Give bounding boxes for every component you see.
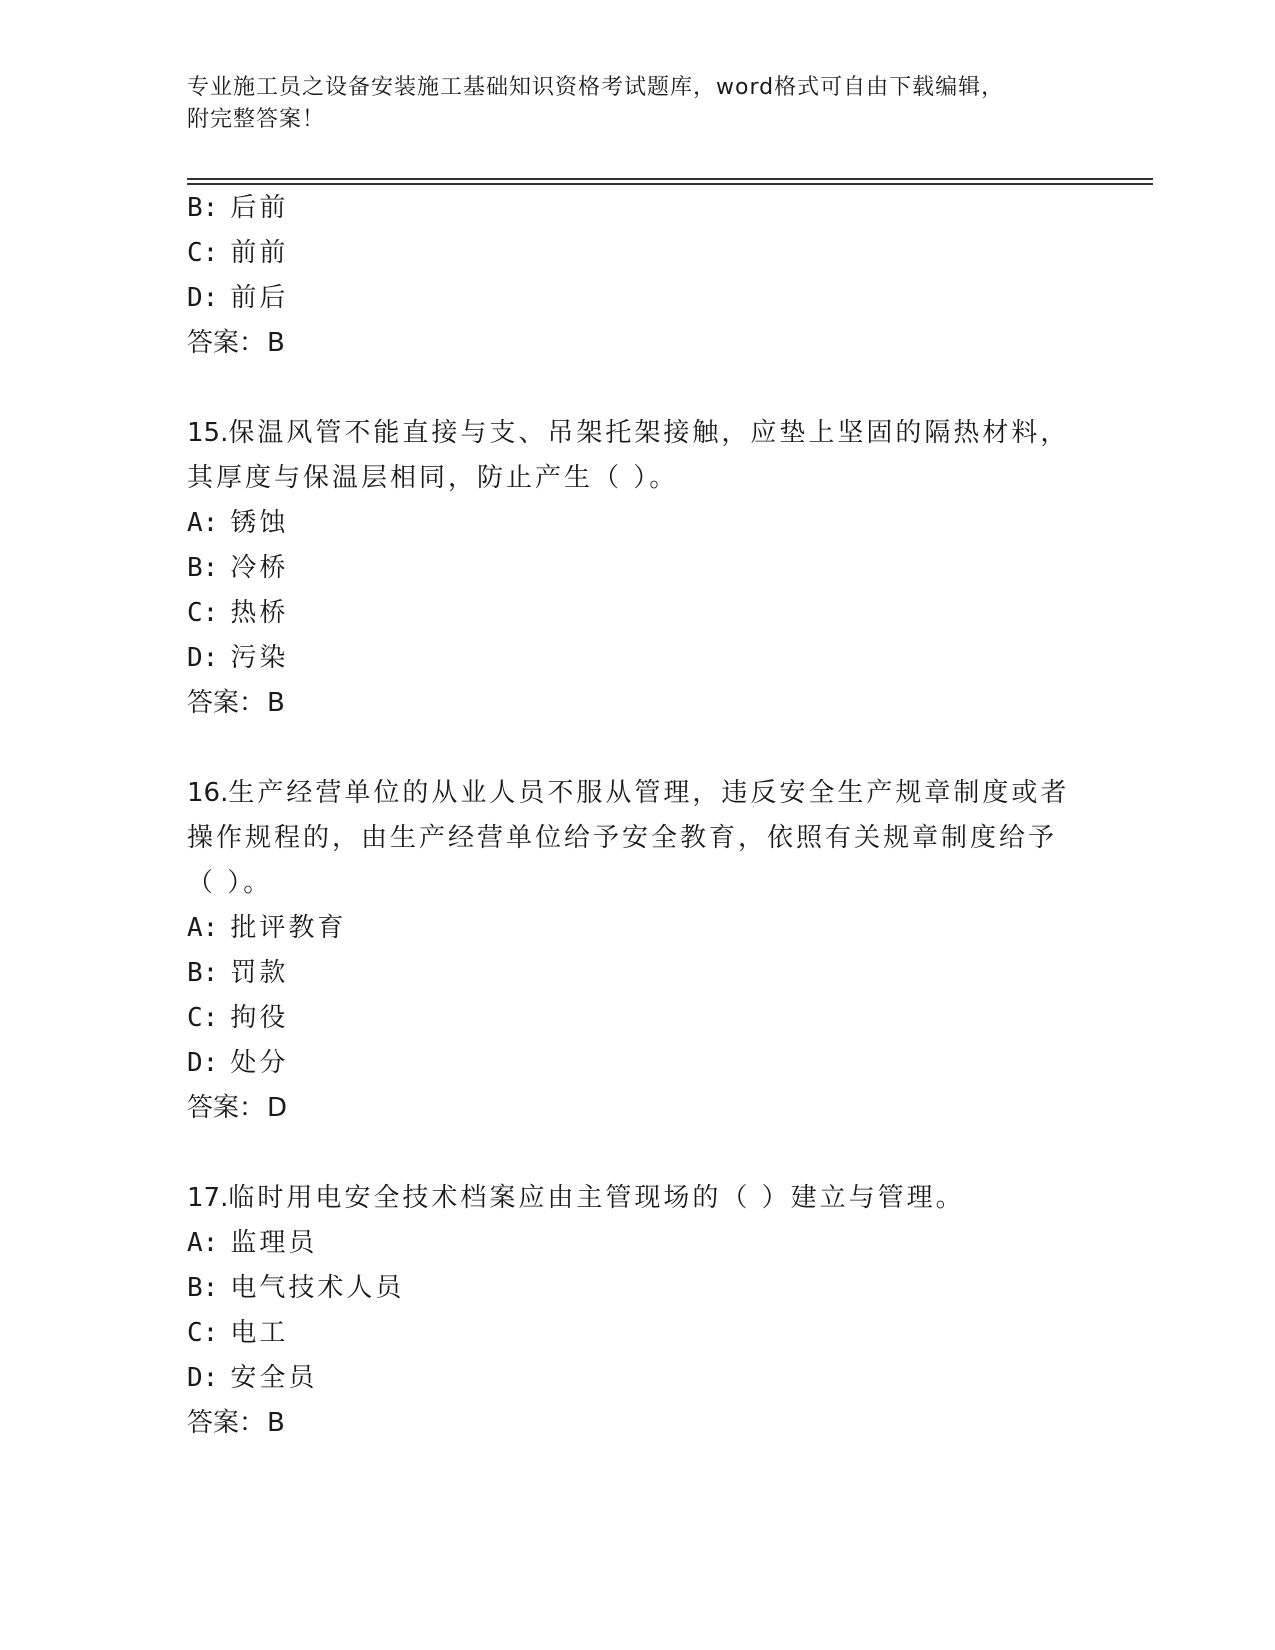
- q16-option-c: C: 拘役: [187, 1003, 289, 1033]
- q17-option-c: C: 电工: [187, 1318, 289, 1348]
- q15-answer: 答案：B: [187, 688, 285, 718]
- q15-stem-line-1: 15.保温风管不能直接与支、吊架托架接触，应垫上坚固的隔热材料，: [187, 418, 1070, 448]
- q15-stem-line-2: 其厚度与保温层相同，防止产生（ ）。: [187, 463, 679, 493]
- q16-answer: 答案：D: [187, 1093, 288, 1123]
- q17-stem-line-1: 17.临时用电安全技术档案应由主管现场的（ ）建立与管理。: [187, 1183, 965, 1213]
- q15-option-b: B: 冷桥: [187, 553, 289, 583]
- q16-option-b: B: 罚款: [187, 958, 289, 988]
- header-line-1: 专业施工员之设备安装施工基础知识资格考试题库，word格式可自由下载编辑，: [187, 75, 1005, 100]
- q17-option-b: B: 电气技术人员: [187, 1273, 405, 1303]
- q16-option-d: D: 处分: [187, 1048, 289, 1078]
- q15-option-c: C: 热桥: [187, 598, 289, 628]
- document-header: [187, 72, 1087, 136]
- header-divider-bottom: [187, 183, 1153, 185]
- q16-option-a: A: 批评教育: [187, 913, 347, 943]
- q16-stem-line-2: 操作规程的，由生产经营单位给予安全教育，依照有关规章制度给予: [187, 823, 1058, 853]
- header-divider-top: [187, 178, 1153, 180]
- q17-option-a: A: 监理员: [187, 1228, 318, 1258]
- q14-option-b: B: 后前: [187, 193, 289, 223]
- q16-stem-line-1: 16.生产经营单位的从业人员不服从管理，违反安全生产规章制度或者: [187, 778, 1070, 808]
- q14-option-c: C: 前前: [187, 238, 289, 268]
- q14-answer: 答案：B: [187, 328, 285, 358]
- q16-stem-line-3: （ ）。: [187, 868, 273, 898]
- q17-option-d: D: 安全员: [187, 1363, 318, 1393]
- header-line-2: 附完整答案！: [187, 107, 326, 132]
- q14-option-d: D: 前后: [187, 283, 289, 313]
- q15-option-d: D: 污染: [187, 643, 289, 673]
- q15-option-a: A: 锈蚀: [187, 508, 289, 538]
- q17-answer: 答案：B: [187, 1408, 285, 1438]
